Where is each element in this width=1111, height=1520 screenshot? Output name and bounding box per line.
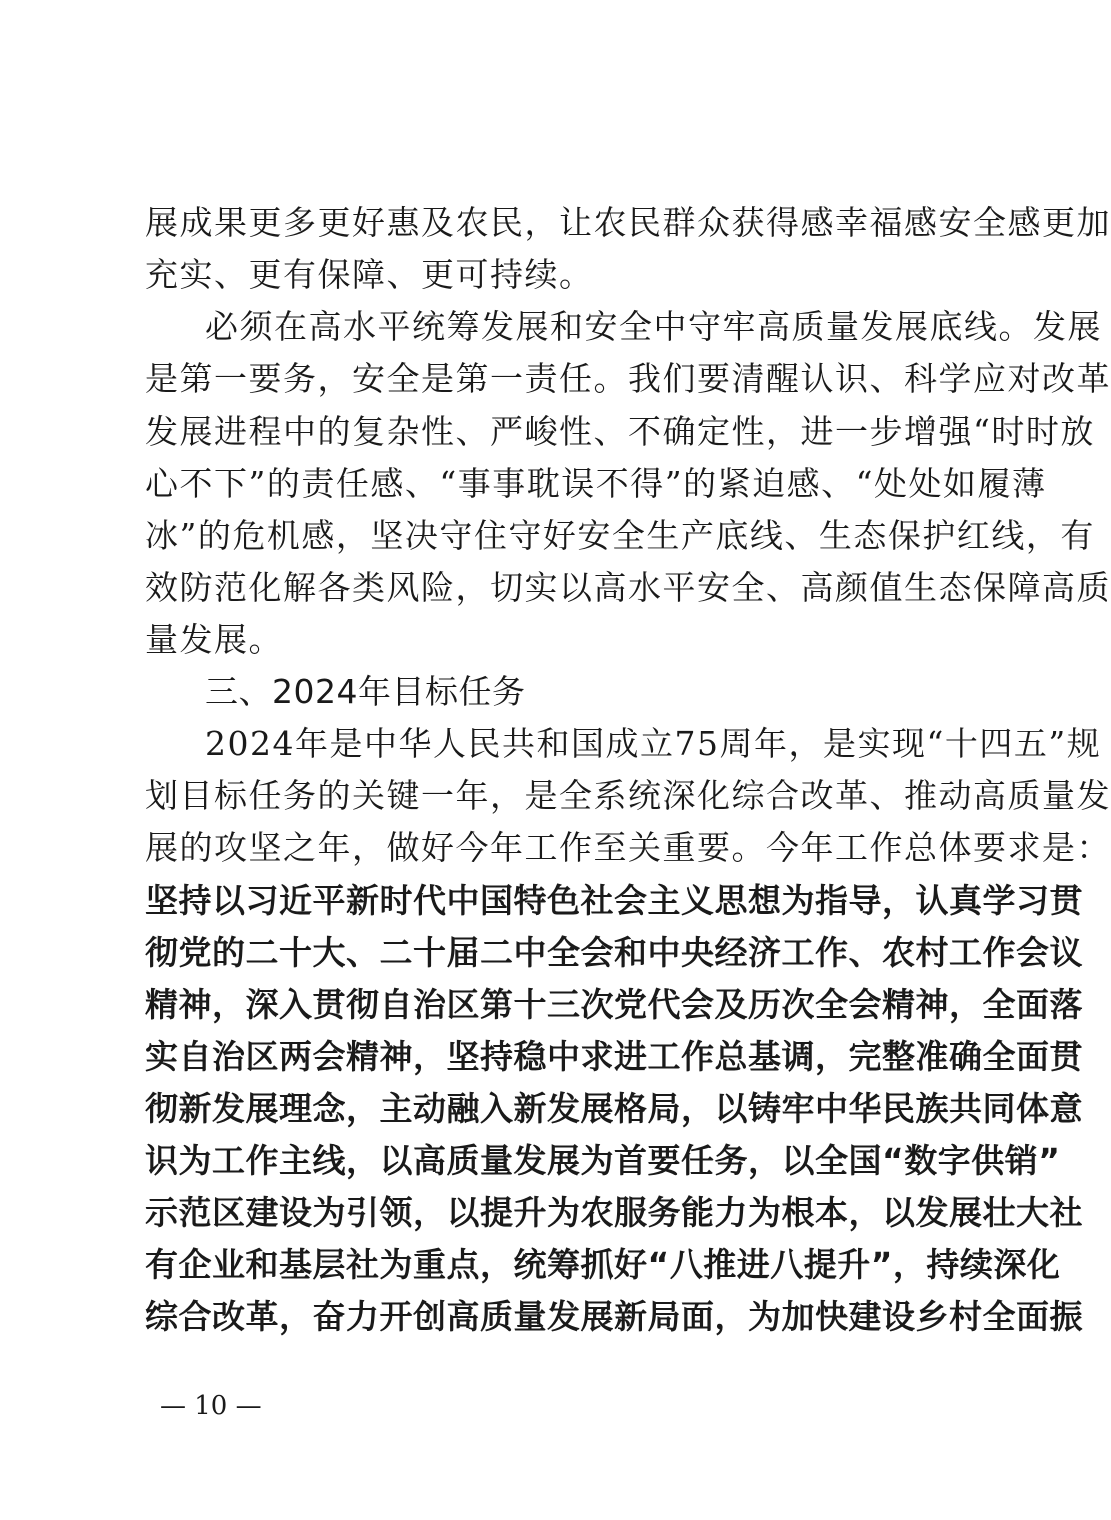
text-line: 心不下”的责任感、“事事耽误不得”的紧迫感、“处处如履薄	[145, 464, 1047, 503]
text-line: 量发展。	[145, 620, 283, 659]
text-line: 是第一要务，安全是第一责任。我们要清醒认识、科学应对改革	[145, 359, 1111, 398]
text-line: 效防范化解各类风险，切实以高水平安全、高颜值生态保障高质	[145, 568, 1111, 607]
bold-text-line: 识为工作主线，以高质量发展为首要任务，以全国“数字供销”	[145, 1141, 1061, 1180]
text-line: 展的攻坚之年，做好今年工作至关重要。今年工作总体要求是：	[145, 828, 1111, 867]
text-line: 展成果更多更好惠及农民，让农民群众获得感幸福感安全感更加	[145, 203, 1111, 242]
text-line: 充实、更有保障、更可持续。	[145, 255, 594, 294]
bold-text-line: 有企业和基层社为重点，统筹抓好“八推进八提升”，持续深化	[145, 1245, 1061, 1284]
page-number: — 10 —	[160, 1391, 262, 1421]
text-line: 划目标任务的关键一年，是全系统深化综合改革、推动高质量发	[145, 776, 1111, 815]
text-line: 2024年是中华人民共和国成立75周年，是实现“十四五”规	[205, 724, 1102, 763]
section-heading: 三、2024年目标任务	[205, 672, 526, 711]
bold-text-line: 彻党的二十大、二十届二中全会和中央经济工作、农村工作会议	[145, 933, 1083, 972]
text-line: 发展进程中的复杂性、严峻性、不确定性，进一步增强“时时放	[145, 412, 1095, 451]
bold-text-line: 综合改革，奋力开创高质量发展新局面，为加快建设乡村全面振	[145, 1297, 1083, 1336]
text-line: 冰”的危机感，坚决守住守好安全生产底线、生态保护红线，有	[145, 516, 1095, 555]
bold-text-line: 精神，深入贯彻自治区第十三次党代会及历次全会精神，全面落	[145, 985, 1083, 1024]
bold-text-line: 坚持以习近平新时代中国特色社会主义思想为指导，认真学习贯	[145, 881, 1083, 920]
bold-text-line: 示范区建设为引领，以提升为农服务能力为根本，以发展壮大社	[145, 1193, 1083, 1232]
bold-text-line: 彻新发展理念，主动融入新发展格局，以铸牢中华民族共同体意	[145, 1089, 1083, 1128]
bold-text-line: 实自治区两会精神，坚持稳中求进工作总基调，完整准确全面贯	[145, 1037, 1083, 1076]
text-line: 必须在高水平统筹发展和安全中守牢高质量发展底线。发展	[205, 307, 1102, 346]
